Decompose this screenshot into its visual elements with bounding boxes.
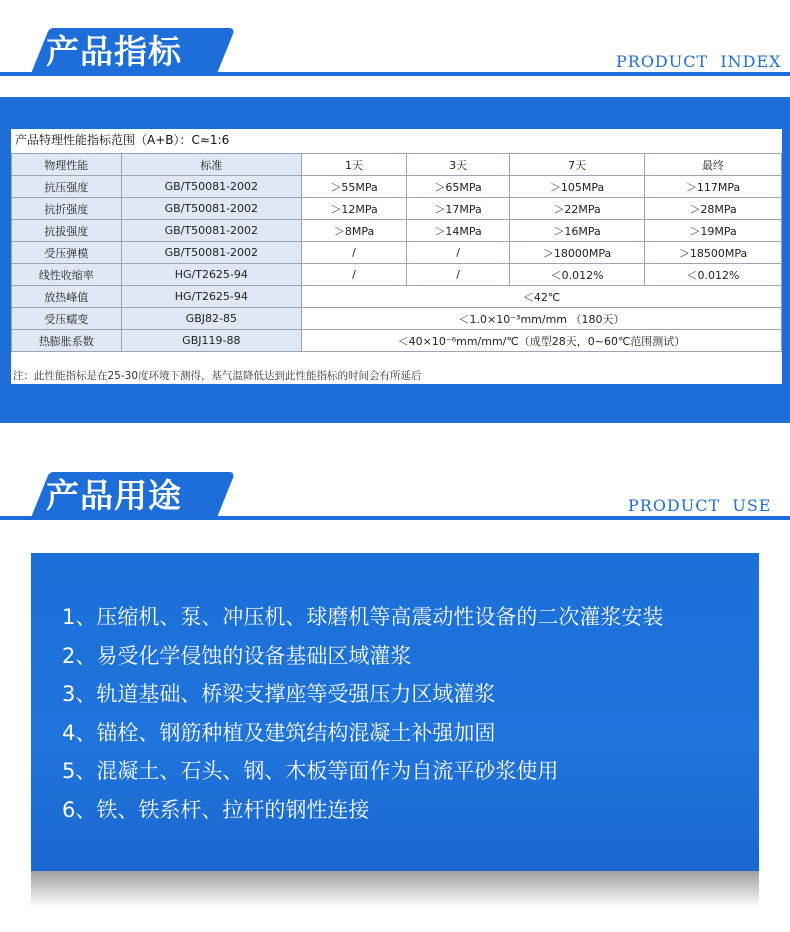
spec-table-title: 产品特理性能指标范围（A+B）：C≈1:6 bbox=[15, 133, 230, 147]
index-section-header bbox=[0, 28, 790, 78]
use-section-header bbox=[0, 472, 790, 522]
spec-cell: ＜1.0×10⁻³mm/mm （180天） bbox=[302, 308, 782, 330]
spec-cell: ＞105MPa bbox=[510, 176, 645, 198]
spec-cell: ＞18000MPa bbox=[510, 242, 645, 264]
spec-row bbox=[12, 198, 782, 220]
spec-header-cell: 物理性能 bbox=[12, 154, 122, 176]
spec-row bbox=[12, 220, 782, 242]
spec-row bbox=[12, 242, 782, 264]
use-item: 3、轨道基础、桥梁支撑座等受强压力区域灌浆 bbox=[62, 682, 496, 706]
spec-table-note: 注：此性能指标是在25-30度环境下测得，基气温降低达到此性能指标的时间会有所延后 bbox=[13, 370, 422, 382]
spec-cell: / bbox=[407, 264, 510, 286]
spec-header-cell: 标准 bbox=[121, 154, 301, 176]
spec-row bbox=[12, 308, 782, 330]
spec-cell: ＞55MPa bbox=[302, 176, 407, 198]
spec-cell: ＞65MPa bbox=[407, 176, 510, 198]
spec-row bbox=[12, 330, 782, 352]
spec-cell: 热膨胀系数 bbox=[12, 330, 122, 352]
spec-cell: ＜0.012% bbox=[510, 264, 645, 286]
spec-header-cell: 最终 bbox=[645, 154, 782, 176]
spec-cell: / bbox=[302, 242, 407, 264]
use-item: 6、铁、铁系杆、拉杆的钢性连接 bbox=[62, 797, 370, 822]
spec-cell: 受压蠕变 bbox=[12, 308, 122, 330]
spec-cell: ＜0.012% bbox=[645, 264, 782, 286]
spec-cell: GB/T50081-2002 bbox=[121, 198, 301, 220]
spec-cell: / bbox=[407, 242, 510, 264]
spec-cell: GB/T50081-2002 bbox=[121, 220, 301, 242]
spec-row bbox=[12, 286, 782, 308]
spec-cell: GB/T50081-2002 bbox=[121, 176, 301, 198]
spec-cell: 放热峰值 bbox=[12, 286, 122, 308]
use-item: 4、锚栓、钢筋种植及建筑结构混凝土补强加固 bbox=[62, 720, 496, 745]
spec-cell: ＞8MPa bbox=[302, 220, 407, 242]
use-item: 2、易受化学侵蚀的设备基础区域灌浆 bbox=[62, 643, 412, 668]
spec-header-cell: 1天 bbox=[302, 154, 407, 176]
spec-card bbox=[11, 129, 782, 384]
index-section-title: 产品指标 bbox=[46, 32, 182, 71]
use-section-title: 产品用途 bbox=[46, 476, 182, 515]
spec-cell: GBJ82-85 bbox=[121, 308, 301, 330]
spec-cell: ＞12MPa bbox=[302, 198, 407, 220]
index-section-subtitle: PRODUCT INDEX bbox=[616, 52, 782, 71]
spec-cell: 线性收缩率 bbox=[12, 264, 122, 286]
spec-cell: ＞17MPa bbox=[407, 198, 510, 220]
spec-cell: ＞16MPa bbox=[510, 220, 645, 242]
spec-cell: HG/T2625-94 bbox=[121, 286, 301, 308]
spec-header-row bbox=[12, 154, 782, 176]
spec-cell: HG/T2625-94 bbox=[121, 264, 301, 286]
spec-cell: ＜42℃ bbox=[302, 286, 782, 308]
spec-cell: ＞18500MPa bbox=[645, 242, 782, 264]
use-panel-shadow bbox=[31, 871, 759, 907]
spec-row bbox=[12, 264, 782, 286]
use-item: 5、混凝土、石头、钢、木板等面作为自流平砂浆使用 bbox=[62, 759, 559, 783]
spec-cell: GB/T50081-2002 bbox=[121, 242, 301, 264]
spec-cell: 抗压强度 bbox=[12, 176, 122, 198]
spec-cell: 抗折强度 bbox=[12, 198, 122, 220]
spec-header-cell: 3天 bbox=[407, 154, 510, 176]
spec-cell: ＞14MPa bbox=[407, 220, 510, 242]
spec-cell: ＞19MPa bbox=[645, 220, 782, 242]
spec-cell: GBJ119-88 bbox=[121, 330, 301, 352]
use-list bbox=[62, 598, 663, 829]
spec-table bbox=[11, 153, 782, 352]
spec-cell: ＜40×10⁻⁶mm/mm/℃（成型28天，0~60℃范围测试） bbox=[302, 330, 782, 352]
spec-cell: 抗拔强度 bbox=[12, 220, 122, 242]
spec-cell: ＞22MPa bbox=[510, 198, 645, 220]
spec-header-cell: 7天 bbox=[510, 154, 645, 176]
spec-cell: 受压弹模 bbox=[12, 242, 122, 264]
use-section-subtitle: PRODUCT USE bbox=[628, 496, 772, 515]
spec-cell: ＞117MPa bbox=[645, 176, 782, 198]
use-item: 1、压缩机、泵、冲压机、球磨机等高震动性设备的二次灌浆安装 bbox=[62, 605, 664, 629]
spec-row bbox=[12, 176, 782, 198]
spec-cell: ＞28MPa bbox=[645, 198, 782, 220]
spec-cell: / bbox=[302, 264, 407, 286]
